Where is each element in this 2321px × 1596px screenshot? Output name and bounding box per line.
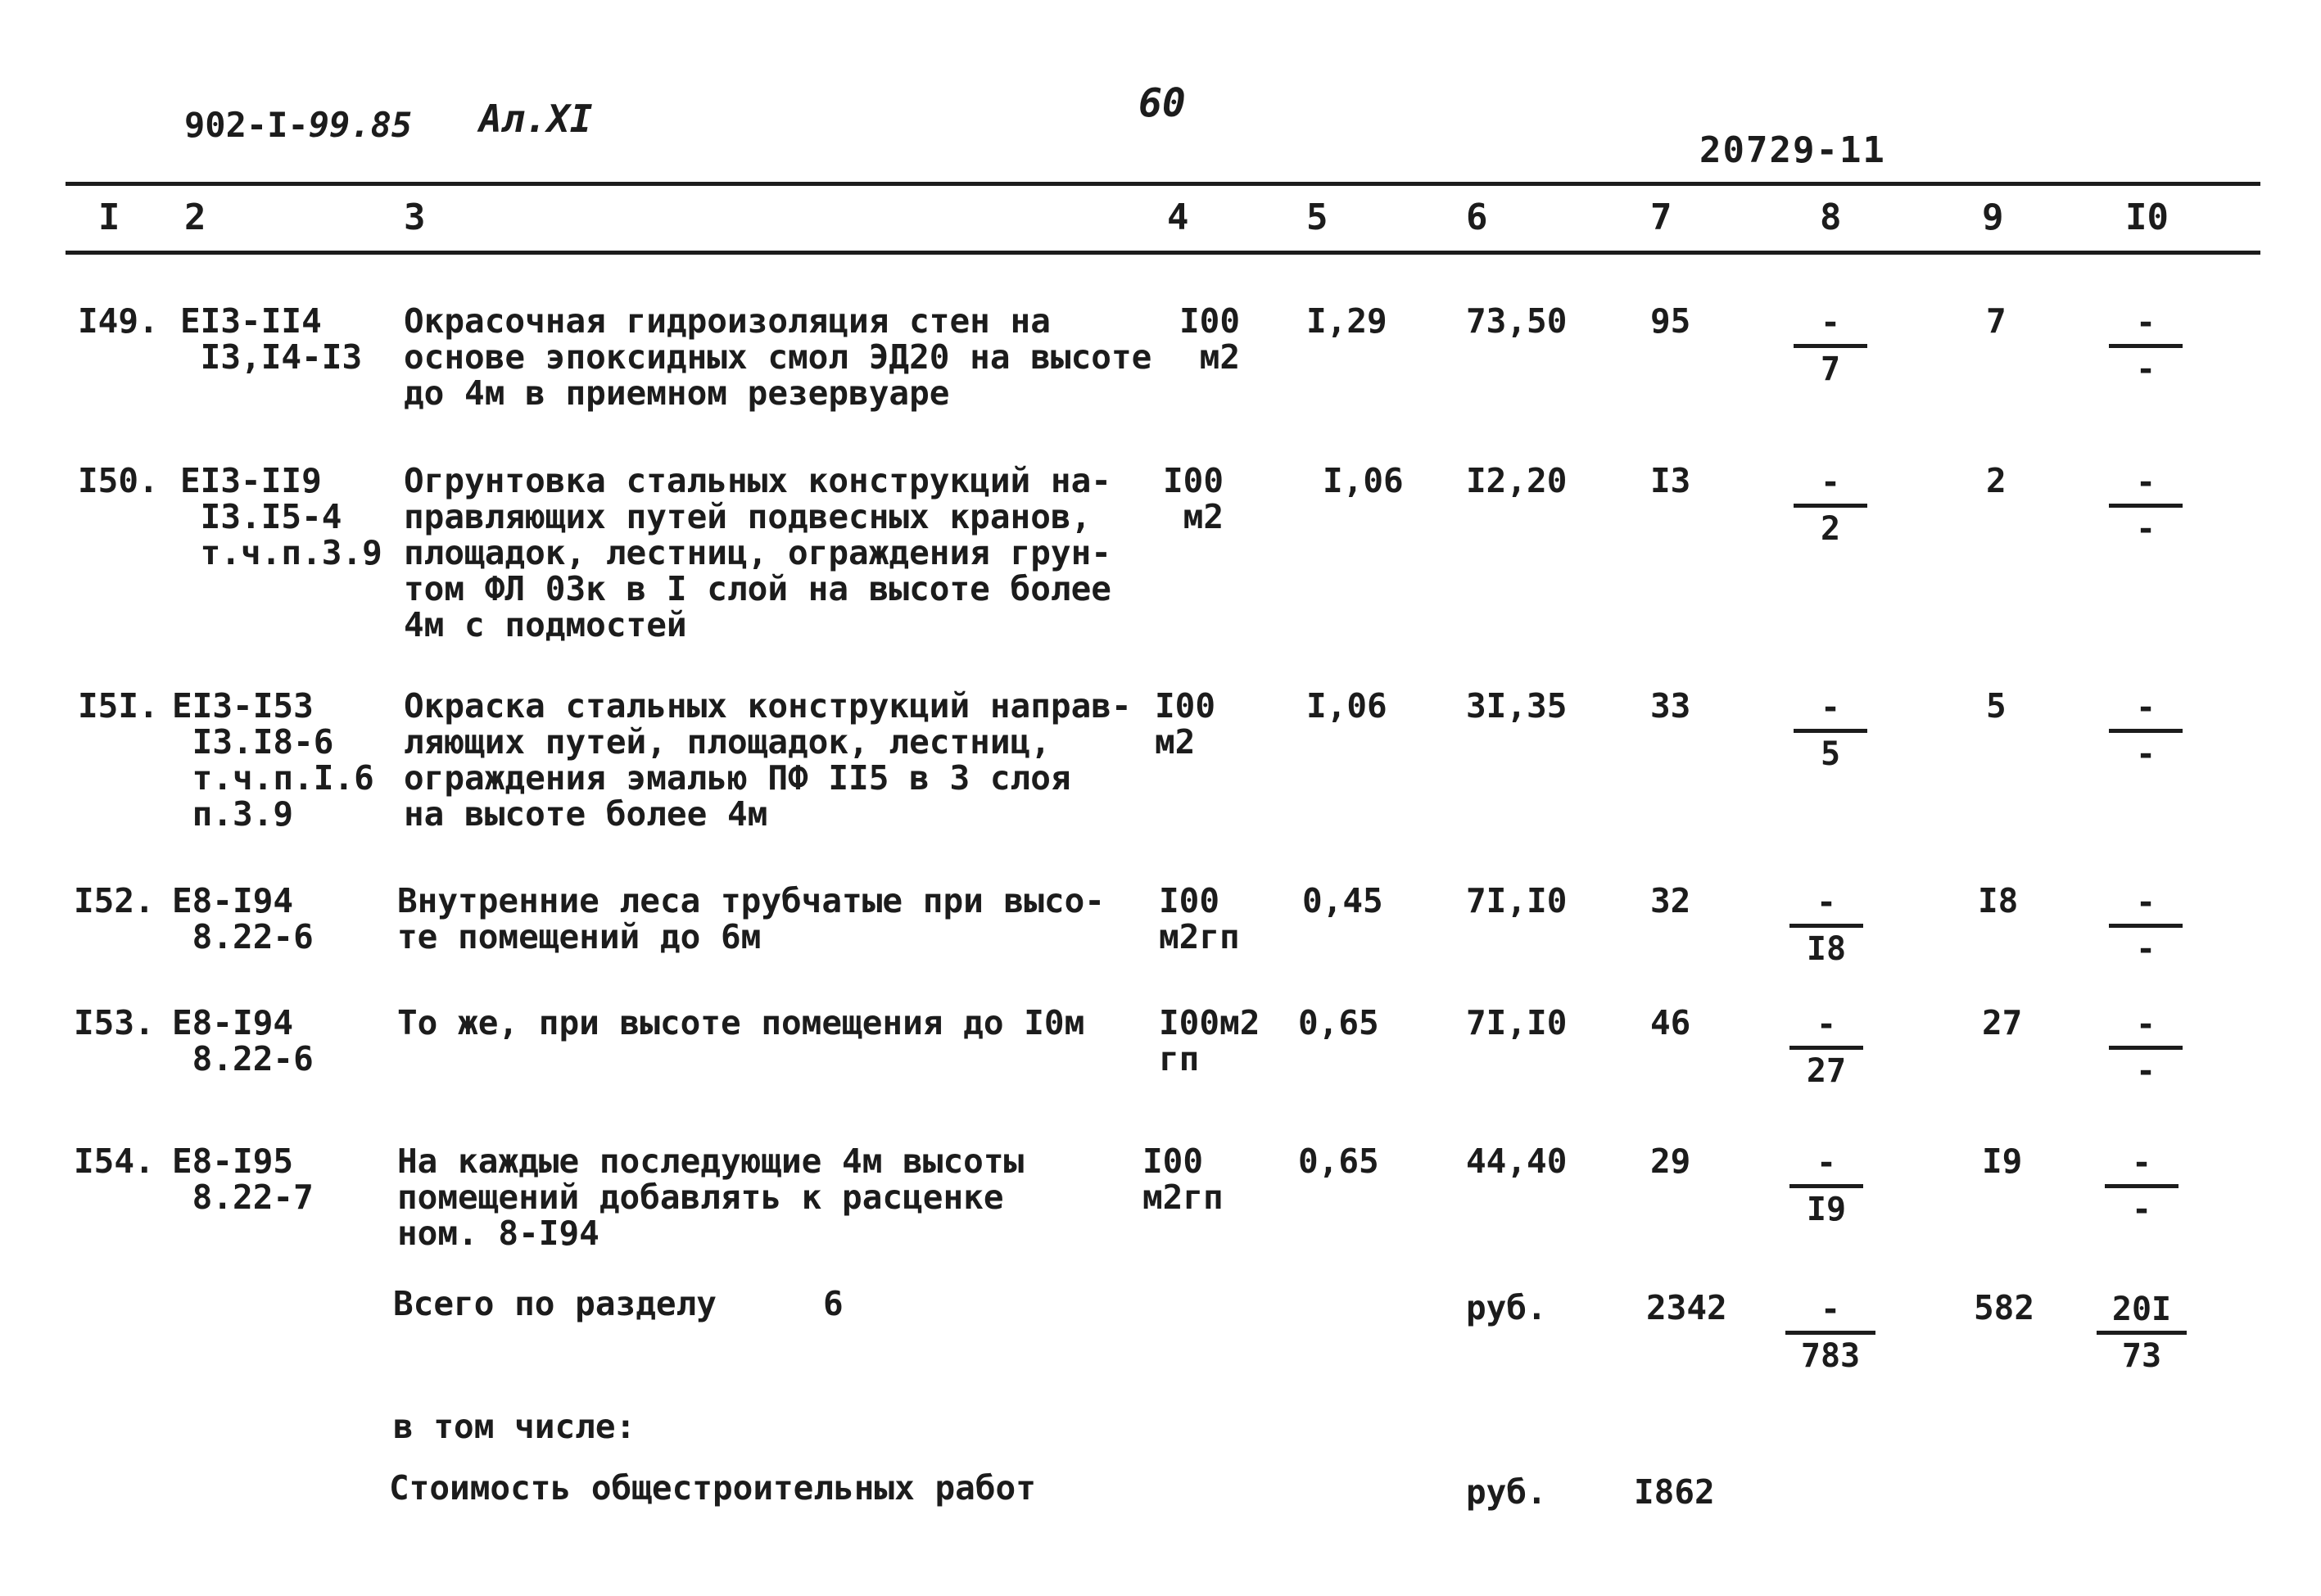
column-10-denominator: - <box>2131 1191 2152 1228</box>
section-column-10-numerator: 20I <box>2111 1291 2172 1328</box>
fraction-bar <box>1794 344 1867 348</box>
column-header-1: I <box>98 197 120 238</box>
column-10-fraction <box>2109 1006 2183 1089</box>
column-header-2: 2 <box>184 197 206 238</box>
sheet-code: 20729-11 <box>1699 129 1886 171</box>
unit-price: I2,20 <box>1466 461 1568 500</box>
quantity: 0,65 <box>1298 1003 1379 1042</box>
total-cost: 95 <box>1650 301 1691 341</box>
section-number: 6 <box>823 1284 844 1323</box>
column-10-fraction <box>2109 689 2183 772</box>
total-cost: 32 <box>1650 881 1691 920</box>
work-description: Внутренние леса трубчатые при высо- те помещений до 6м <box>397 881 1105 956</box>
column-8-denominator: 2 <box>1820 510 1841 548</box>
row-number: I54. <box>74 1142 155 1181</box>
unit-price: 73,50 <box>1466 301 1568 341</box>
column-10-denominator: - <box>2135 1052 2156 1090</box>
section-column-8-numerator: - <box>1820 1291 1841 1328</box>
row-number: I53. <box>74 1003 155 1042</box>
unit-price: 44,40 <box>1466 1142 1568 1181</box>
work-description: То же, при высоте помещения до I0м <box>397 1003 1085 1042</box>
section-currency: руб. <box>1466 1288 1547 1327</box>
fraction-bar <box>2109 1046 2183 1050</box>
document-code-handwritten: 99.85 <box>308 105 413 145</box>
section-column-8-fraction <box>1785 1291 1875 1374</box>
row-number: I52. <box>74 881 155 920</box>
work-description: На каждые последующие 4м высоты помещений добавлять к расценке ном. 8-I94 <box>397 1142 1025 1253</box>
total-cost: 29 <box>1650 1142 1691 1181</box>
fraction-bar <box>1794 504 1867 508</box>
rate-code: E8-I94 8.22-6 <box>172 1003 314 1078</box>
column-9-value: 27 <box>1982 1003 2023 1042</box>
fraction-bar <box>2109 344 2183 348</box>
column-10-numerator: - <box>2131 1144 2152 1182</box>
quantity: 0,65 <box>1298 1142 1379 1181</box>
column-8-fraction <box>1794 689 1867 772</box>
work-description: Окраска стальных конструкций направ- ляющих путей, площадок, лестниц, ограждения эмалью ПФ II5 в 3 слоя на высоте более 4м <box>404 686 1132 834</box>
section-column-10-denominator: 73 <box>2121 1337 2162 1375</box>
column-8-fraction <box>1789 1145 1863 1228</box>
rate-code: EI3-II9 I3.I5-4 т.ч.п.3.9 <box>180 461 382 572</box>
column-10-denominator: - <box>2135 350 2156 388</box>
work-description: Окрасочная гидроизоляция стен на основе эпоксидных смол ЭД20 на высоте до 4м в приемном резервуаре <box>404 301 1152 413</box>
general-construction-cost-value: I862 <box>1634 1472 1715 1512</box>
fraction-bar <box>1789 924 1863 928</box>
column-10-denominator: - <box>2135 510 2156 548</box>
fraction-bar <box>1794 729 1867 733</box>
album-label: Ал.XI <box>479 97 593 141</box>
column-header-7: 7 <box>1650 197 1672 238</box>
column-10-fraction <box>2109 305 2183 387</box>
column-header-5: 5 <box>1306 197 1328 238</box>
column-8-numerator: - <box>1820 689 1841 726</box>
column-9-value: I8 <box>1978 881 2019 920</box>
unit: I00 м2 <box>1179 301 1241 377</box>
column-10-numerator: - <box>2135 463 2156 501</box>
fraction-bar <box>2109 924 2183 928</box>
fraction-bar <box>1785 1331 1875 1335</box>
column-9-value: 2 <box>1986 461 2007 500</box>
page-number: 60 <box>1138 80 1186 126</box>
fraction-bar <box>2097 1331 2187 1335</box>
table-top-rule <box>66 182 2260 186</box>
column-9-value: 5 <box>1986 686 2007 726</box>
rate-code: E8-I94 8.22-6 <box>172 881 314 956</box>
quantity: I,06 <box>1306 686 1387 726</box>
fraction-bar <box>2109 729 2183 733</box>
column-9-value: I9 <box>1982 1142 2023 1181</box>
column-10-numerator: - <box>2135 689 2156 726</box>
total-cost: 33 <box>1650 686 1691 726</box>
fraction-bar <box>2109 504 2183 508</box>
table-header-rule <box>66 251 2260 255</box>
column-8-fraction <box>1794 464 1867 547</box>
unit: I00 м2гп <box>1159 881 1240 956</box>
column-header-6: 6 <box>1466 197 1488 238</box>
fraction-bar <box>2105 1184 2178 1188</box>
document-code <box>184 105 412 145</box>
column-8-numerator: - <box>1816 884 1837 921</box>
quantity: 0,45 <box>1302 881 1383 920</box>
unit: I00 м2 <box>1163 461 1224 536</box>
column-8-denominator: 5 <box>1820 735 1841 773</box>
section-column-9-value: 582 <box>1974 1288 2035 1327</box>
quantity: I,06 <box>1323 461 1404 500</box>
column-header-4: 4 <box>1167 197 1189 238</box>
work-description: Огрунтовка стальных конструкций на- правляющих путей подвесных кранов, площадок, лестниц, ограждения грун- том ФЛ 03к в I слой на высоте более 4м с подмостей <box>404 461 1111 644</box>
row-number: I49. <box>78 301 159 341</box>
column-10-numerator: - <box>2135 884 2156 921</box>
column-10-fraction <box>2109 464 2183 547</box>
column-header-10: I0 <box>2125 197 2169 238</box>
column-8-numerator: - <box>1820 463 1841 501</box>
total-cost: 46 <box>1650 1003 1691 1042</box>
column-8-fraction <box>1794 305 1867 387</box>
rate-code: EI3-II4 I3,I4-I3 <box>180 301 363 377</box>
column-8-numerator: - <box>1820 304 1841 341</box>
unit-price: 3I,35 <box>1466 686 1568 726</box>
column-header-9: 9 <box>1982 197 2004 238</box>
column-header-8: 8 <box>1820 197 1842 238</box>
column-10-numerator: - <box>2135 1006 2156 1043</box>
fraction-bar <box>1789 1184 1863 1188</box>
total-cost: I3 <box>1650 461 1691 500</box>
column-8-denominator: 27 <box>1806 1052 1847 1090</box>
row-number: I50. <box>78 461 159 500</box>
general-construction-cost-currency: руб. <box>1466 1472 1547 1512</box>
column-header-3: 3 <box>404 197 426 238</box>
section-total-cost: 2342 <box>1646 1288 1727 1327</box>
section-column-8-denominator: 783 <box>1800 1337 1861 1375</box>
fraction-bar <box>1789 1046 1863 1050</box>
row-number: I5I. <box>78 686 159 726</box>
unit-price: 7I,I0 <box>1466 1003 1568 1042</box>
column-10-fraction <box>2105 1145 2178 1228</box>
column-8-denominator: 7 <box>1820 350 1841 388</box>
quantity: I,29 <box>1306 301 1387 341</box>
section-column-10-fraction <box>2097 1291 2187 1374</box>
section-total-label: Всего по разделу <box>393 1284 717 1323</box>
unit-price: 7I,I0 <box>1466 881 1568 920</box>
column-8-numerator: - <box>1816 1006 1837 1043</box>
unit: I00 м2 <box>1155 686 1216 762</box>
unit: I00 м2гп <box>1142 1142 1224 1217</box>
column-8-fraction <box>1789 884 1863 967</box>
including-label: в том числе: <box>393 1407 636 1446</box>
column-9-value: 7 <box>1986 301 2007 341</box>
column-8-numerator: - <box>1816 1144 1837 1182</box>
rate-code: E8-I95 8.22-7 <box>172 1142 314 1217</box>
document-code-printed: 902-I- <box>184 105 309 145</box>
unit: I00м2 гп <box>1159 1003 1260 1078</box>
column-8-fraction <box>1789 1006 1863 1089</box>
column-10-denominator: - <box>2135 930 2156 968</box>
column-8-denominator: I8 <box>1806 930 1847 968</box>
rate-code: EI3-I53 I3.I8-6 т.ч.п.I.6 п.3.9 <box>172 686 374 834</box>
column-10-denominator: - <box>2135 735 2156 773</box>
column-8-denominator: I9 <box>1806 1191 1847 1228</box>
column-10-fraction <box>2109 884 2183 967</box>
general-construction-cost-label: Стоимость общестроительных работ <box>389 1468 1036 1508</box>
column-10-numerator: - <box>2135 304 2156 341</box>
